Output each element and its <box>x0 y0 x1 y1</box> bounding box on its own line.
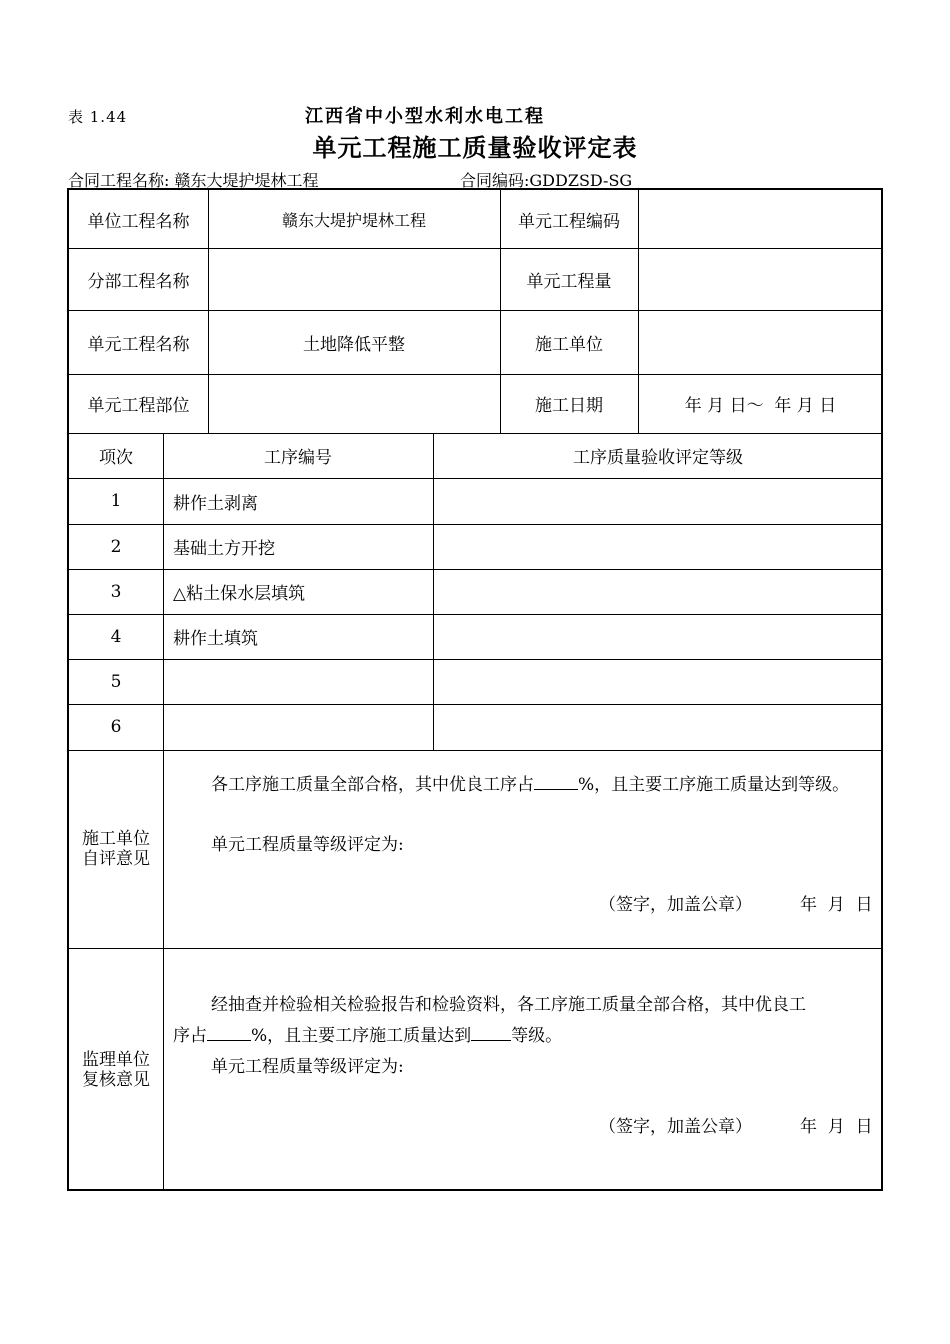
self-assessment-label-line2: 自评意见 <box>82 849 150 869</box>
self-assessment-grade-line: 单元工程质量等级评定为: <box>211 835 404 855</box>
title-line-1: 江西省中小型水利水电工程 <box>305 106 545 127</box>
col-header-process-no: 工序编号 <box>264 448 332 468</box>
row-4-grade[interactable] <box>433 614 883 659</box>
unit-project-name-label: 单位工程名称 <box>87 211 190 232</box>
evaluation-form <box>67 188 883 1191</box>
construction-date-label: 施工日期 <box>535 396 603 416</box>
supervision-signature: （签字，加盖公章） <box>599 1117 752 1137</box>
division-name-label: 分部工程名称 <box>87 271 190 292</box>
element-quantity-label: 单元工程量 <box>526 271 612 292</box>
row-2-process: 基础土方开挖 <box>173 539 275 559</box>
row-5-no: 5 <box>110 671 122 692</box>
element-name-value[interactable]: 土地降低平整 <box>303 334 405 355</box>
row-1-process: 耕作土剥离 <box>173 493 258 514</box>
division-name-value[interactable] <box>208 248 500 310</box>
excellent-ratio-blank[interactable] <box>534 771 578 790</box>
table-number: 表 1.44 <box>68 108 128 126</box>
row-4-no: 4 <box>110 626 122 647</box>
col-header-item-no: 项次 <box>99 448 133 468</box>
row-5-grade[interactable] <box>433 659 883 704</box>
row-2-no: 2 <box>110 536 122 557</box>
row-6-no: 6 <box>110 717 122 737</box>
unit-project-name-value[interactable]: 赣东大堤护堤林工程 <box>281 210 426 230</box>
row-2-grade[interactable] <box>433 524 883 569</box>
supervision-grade-line: 单元工程质量等级评定为: <box>211 1057 404 1077</box>
self-assessment-statement: 各工序施工质量全部合格，其中优良工序占 %，且主要工序施工质量达到等级。 <box>173 770 877 801</box>
row-6-grade[interactable] <box>433 704 883 750</box>
supervision-grade-blank[interactable] <box>471 1022 511 1041</box>
supervision-review-label-line1: 监理单位 <box>82 1049 150 1070</box>
supervision-review-label-line2: 复核意见 <box>82 1069 150 1090</box>
supervision-excellent-ratio-blank[interactable] <box>207 1022 251 1041</box>
supervision-date: 年 月 日 <box>800 1117 873 1137</box>
contractor-value[interactable] <box>638 310 883 374</box>
self-assessment-label-line1: 施工单位 <box>82 829 150 849</box>
construction-date-value[interactable]: 年 月 日～ 年 月 日 <box>684 396 837 416</box>
row-3-grade[interactable] <box>433 569 883 614</box>
element-code-value[interactable] <box>638 190 883 248</box>
contractor-label: 施工单位 <box>535 334 603 355</box>
supervision-review-label <box>69 948 163 1191</box>
row-4-process: 耕作土填筑 <box>173 629 258 649</box>
element-location-value[interactable] <box>208 374 500 433</box>
element-name-label: 单元工程名称 <box>87 334 190 355</box>
row-3-process: △粘土保水层填筑 <box>173 584 306 604</box>
page-title: 单元工程施工质量验收评定表 <box>312 134 638 162</box>
element-location-label: 单元工程部位 <box>87 396 190 416</box>
self-assessment-label <box>69 750 163 948</box>
element-quantity-value[interactable] <box>638 248 883 310</box>
element-code-label: 单元工程编码 <box>518 211 620 232</box>
row-3-no: 3 <box>110 581 122 602</box>
col-header-grade: 工序质量验收评定等级 <box>573 448 743 468</box>
row-6-process[interactable] <box>163 704 433 750</box>
self-assessment-signature: （签字，加盖公章） <box>599 895 752 915</box>
contract-project-name: 合同工程名称: 赣东大堤护堤林工程 <box>68 171 319 190</box>
supervision-statement-line2: 序占 %，且主要工序施工质量达到 等级。 <box>173 1021 562 1052</box>
contract-code: 合同编码:GDDZSD-SG <box>460 171 633 190</box>
row-1-grade[interactable] <box>433 478 883 524</box>
row-5-process[interactable] <box>163 659 433 704</box>
supervision-statement-line1: 经抽查并检验相关检验报告和检验资料，各工序施工质量全部合格，其中优良工 <box>211 995 806 1015</box>
self-assessment-date: 年 月 日 <box>800 895 873 915</box>
row-1-no: 1 <box>110 491 122 511</box>
